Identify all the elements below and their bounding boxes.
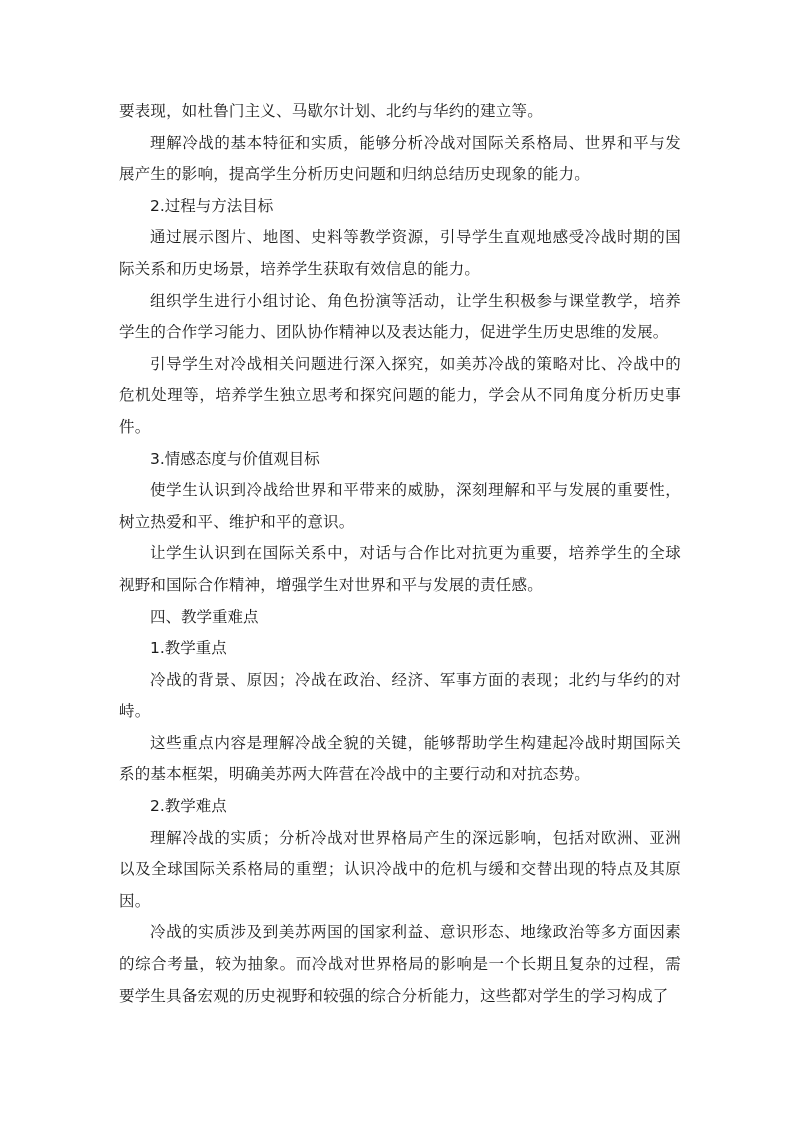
paragraph-emotion-goal-1: 使学生认识到冷战给世界和平带来的威胁，深刻理解和平与发展的重要性，树立热爱和平、维护和平的意识。 [119, 481, 681, 531]
paragraph-process-goal-3: 引导学生对冷战相关问题进行深入探究，如美苏冷战的策略对比、冷战中的危机处理等，培养学生独立思考和探究问题的能力，学会从不同角度分析历史事件。 [119, 354, 681, 436]
paragraph-process-goal-1: 通过展示图片、地图、史料等教学资源，引导学生直观地感受冷战时期的国际关系和历史场景，培养学生获取有效信息的能力。 [119, 228, 681, 278]
heading-teaching-key-points: 1.教学重点 [150, 639, 227, 658]
heading-process-method-goal: 2.过程与方法目标 [150, 196, 274, 215]
heading-teaching-difficulties: 2.教学难点 [150, 797, 227, 816]
heading-key-difficult-points: 四、教学重难点 [150, 607, 259, 626]
paragraph-emotion-goal-2: 让学生认识到在国际关系中，对话与合作比对抗更为重要，培养学生的全球视野和国际合作精神，增强学生对世界和平与发展的责任感。 [119, 544, 681, 594]
paragraph-key-points-2: 这些重点内容是理解冷战全貌的关键，能够帮助学生构建起冷战时期国际关系的基本框架，明确美苏两大阵营在冷战中的主要行动和对抗态势。 [119, 733, 681, 784]
paragraph-process-goal-2: 组织学生进行小组讨论、角色扮演等活动，让学生积极参与课堂教学，培养学生的合作学习能力、团队协作精神以及表达能力，促进学生历史思维的发展。 [119, 291, 681, 342]
paragraph-knowledge-goal: 理解冷战的基本特征和实质，能够分析冷战对国际关系格局、世界和平与发展产生的影响，提高学生分析历史问题和归纳总结历史现象的能力。 [119, 133, 681, 184]
paragraph-goal-continuation: 要表现，如杜鲁门主义、马歇尔计划、北约与华约的建立等。 [119, 102, 543, 120]
heading-emotion-value-goal: 3.情感态度与价值观目标 [150, 449, 320, 468]
document-body [119, 96, 681, 1012]
paragraph-key-points-1: 冷战的背景、原因；冷战在政治、经济、军事方面的表现；北约与华约的对峙。 [119, 670, 681, 721]
paragraph-difficulties-1: 理解冷战的实质；分析冷战对世界格局产生的深远影响，包括对欧洲、亚洲以及全球国际关系格局的重塑；认识冷战中的危机与缓和交替出现的特点及其原因。 [119, 828, 681, 910]
paragraph-difficulties-2: 冷战的实质涉及到美苏两国的国家利益、意识形态、地缘政治等多方面因素的综合考量，较为抽象。而冷战对世界格局的影响是一个长期且复杂的过程，需要学生具备宏观的历史视野和较强的综合分析能力，这些都对学生的学习构成了 [119, 923, 681, 1005]
